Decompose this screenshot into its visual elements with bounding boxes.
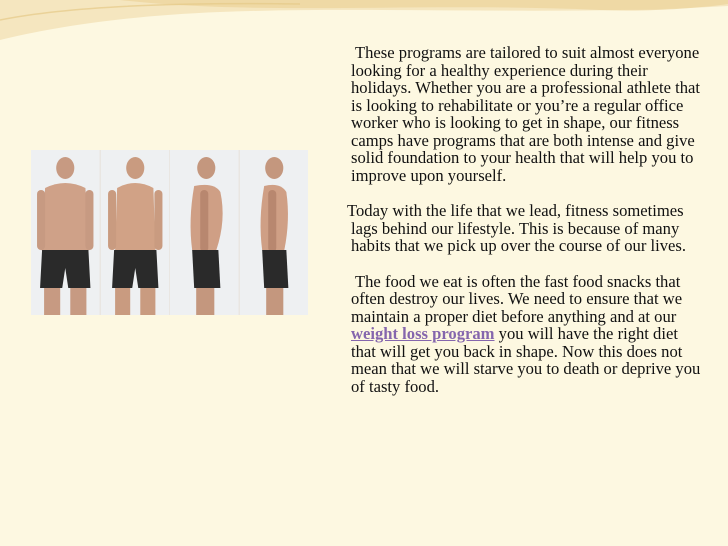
paragraph-food-before: The food we eat is often the fast food snacks that often destroy our lives. We need to ensure that we maintain a proper diet before anything and at our	[351, 271, 683, 326]
photo-front-after	[101, 150, 170, 315]
text-column	[347, 43, 701, 413]
paragraph-food	[351, 273, 701, 396]
paragraph-food-after: you will have the right diet that will get you back in shape. Now this does not mean that we will starve you to death or deprive you of tasty food.	[351, 324, 701, 396]
paragraph-programs: These programs are tailored to suit almost everyone looking for a healthy experience during their holidays. Whether you are a professional athlete that is looking to rehabilitate or you’re a regular office worker who is looking to get in shape, our fitness camps have programs that are both intense and give solid foundation to your health that will help you to improve upon yourself.	[351, 43, 700, 185]
weight-loss-program-link[interactable]: weight loss program	[351, 324, 495, 343]
photo-side-after	[240, 150, 309, 315]
body-photos	[31, 150, 308, 315]
paragraph-lifestyle: Today with the life that we lead, fitness sometimes lags behind our lifestyle. This is because of many habits that we pick up over the course of our lives.	[347, 201, 687, 255]
photo-side	[170, 150, 239, 315]
photo-front	[31, 150, 100, 315]
